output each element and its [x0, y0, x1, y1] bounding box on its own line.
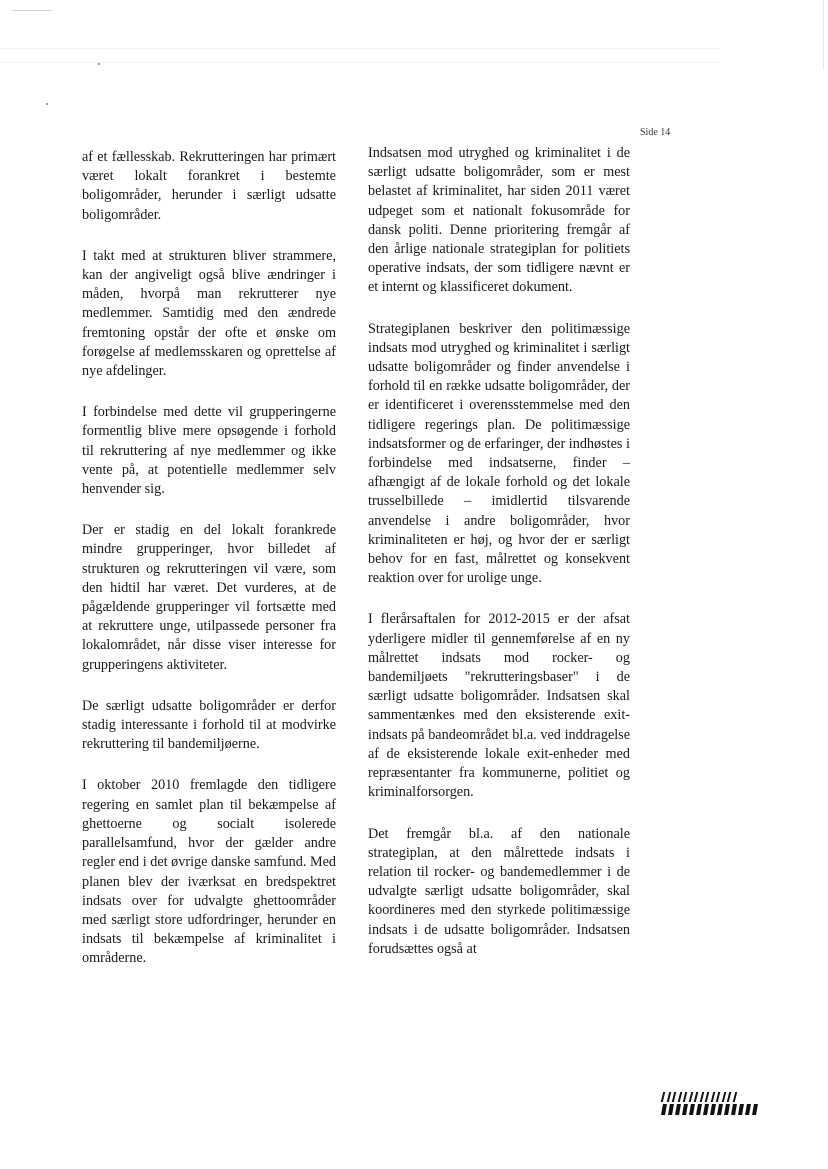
- barcode-bar: [682, 1104, 687, 1115]
- scan-artifact-dot: [98, 63, 100, 65]
- paragraph: Der er stadig en del lokalt forankrede mindre grupperinger, hvor billedet af strukturen og rekrutteringen vil være, som den hidtil har været. Det vurderes, at de pågældende grupperinger vil fortsætte med at rekruttere unge, utilpassede personer fra lokalområdet, når disse viser interesse for grupperingens aktiviteter.: [82, 522, 336, 673]
- right-text-column: [368, 144, 630, 981]
- barcode-bar: [688, 1092, 692, 1102]
- paragraph: af et fællesskab. Rekrutteringen har primært været lokalt forankret i bestemte boligområder, herunder i særligt udsatte boligområder.: [82, 149, 336, 223]
- barcode-bar: [745, 1104, 750, 1115]
- barcode-bar: [677, 1092, 681, 1102]
- barcode-bar: [694, 1092, 698, 1102]
- paragraph: Indsatsen mod utryghed og kriminalitet i de særligt udsatte boligområder, som er mest belastet af kriminalitet, har siden 2011 været udpeget som et nationalt fokusområde for dansk politi. Denne prioritering fremgår af den årlige nationale strategiplan for politiets operative indsats, der som tidligere nævnt er et internt og klassificeret dokument.: [368, 145, 630, 296]
- barcode-bar: [689, 1104, 694, 1115]
- paragraph: Strategiplanen beskriver den politimæssige indsats mod utryghed og kriminalitet i særligt udsatte boligområder og finder anvendelse i forhold til en række udsatte boligområder, der er identificeret i overensstemmelse med den tidligere regerings plan. De politimæssige indsatsformer og de erfaringer, der indhøstes i forbindelse med indsatserne, finder – afhængigt af de lokale forhold og det lokale trusselbillede – imidlertid tilsvarende anvendelse i andre boligområder, hvor kriminaliteten er høj, og hvor der er særligt behov for en fast, målrettet og konsekvent reaktion over for urolige unge.: [368, 320, 630, 587]
- barcode-bar: [710, 1092, 714, 1102]
- barcode-bar: [672, 1092, 676, 1102]
- barcode-bar: [732, 1092, 736, 1102]
- barcode-bar: [696, 1104, 701, 1115]
- barcode-bottom-row: [662, 1104, 757, 1115]
- barcode-bar: [661, 1092, 665, 1102]
- paragraph: Det fremgår bl.a. af den nationale strategiplan, at den målrettede indsats i relation til rocker- og bandemedlemmer i de udvalgte særligt udsatte boligområder, skal koordineres med den styrkede politimæssige indsats i de udsatte boligområder. Indsatsen forudsættes også at: [368, 825, 630, 957]
- barcode-bar: [699, 1092, 703, 1102]
- barcode-bar: [724, 1104, 729, 1115]
- scan-artifact-line: [12, 10, 52, 11]
- barcode-bar: [738, 1104, 743, 1115]
- barcode-bar: [727, 1092, 731, 1102]
- barcode-icon: [662, 1092, 797, 1116]
- paragraph: I takt med at strukturen bliver strammere, kan der angiveligt også blive ændringer i måden, hvorpå man rekrutterer nye medlemmer. Samtidig med den ændrede fremtoning opstår der ofte et ønske om forøgelse af medlemsskaren og oprettelse af nye afdelinger.: [82, 247, 336, 380]
- scan-artifact-dot: [46, 103, 48, 105]
- barcode-bar: [683, 1092, 687, 1102]
- paragraph: I flerårsaftalen for 2012-2015 er der afsat yderligere midler til gennemførelse af en ny målrettet indsats mod rocker- og bandemiljøets "rekrutteringsbaser" i de særligt udsatte boligområder. Indsatsen skal sammentænkes med den eksisterende exit-indsats på bandeområdet bl.a. ved inddragelse af de eksisterende lokale exit-enheder med repræsentanter fra kommunerne, politiet og kriminalforsorgen.: [368, 611, 630, 801]
- barcode-bar: [668, 1104, 673, 1115]
- barcode-bar: [705, 1092, 709, 1102]
- paragraph: De særligt udsatte boligområder er derfor stadig interessante i forhold til at modvirke rekruttering til bandemiljøerne.: [82, 697, 336, 753]
- paragraph: I forbindelse med dette vil grupperingerne formentlig blive mere opsøgende i forhold til rekruttering af nye medlemmer og ikke vente på, at potentielle medlemmer selv henvender sig.: [82, 404, 336, 498]
- scan-artifact-edge: [823, 0, 824, 70]
- barcode-bar: [721, 1092, 725, 1102]
- page-number: Side 14: [640, 127, 671, 138]
- barcode-bar: [710, 1104, 715, 1115]
- barcode-bar: [666, 1092, 670, 1102]
- barcode-top-row: [662, 1092, 736, 1102]
- barcode-bar: [717, 1104, 722, 1115]
- left-text-column: [82, 144, 336, 991]
- barcode-bar: [661, 1104, 666, 1115]
- barcode-bar: [703, 1104, 708, 1115]
- barcode-bar: [716, 1092, 720, 1102]
- paragraph: I oktober 2010 fremlagde den tidligere regering en samlet plan til bekæmpelse af ghettoerne og socialt isolerede parallelsamfund, hvor der gælder andre regler end i det øvrige danske samfund. Med planen blev der iværksat en bredspektret indsats over for udvalgte ghettoområder med særligt store udfordringer, herunder en indsats til bekæmpelse af kriminalitet i områderne.: [82, 777, 336, 967]
- barcode-bar: [752, 1104, 757, 1115]
- barcode-bar: [675, 1104, 680, 1115]
- barcode-bar: [731, 1104, 736, 1115]
- scan-artifact-line: [0, 62, 720, 63]
- scan-artifact-line: [0, 48, 720, 49]
